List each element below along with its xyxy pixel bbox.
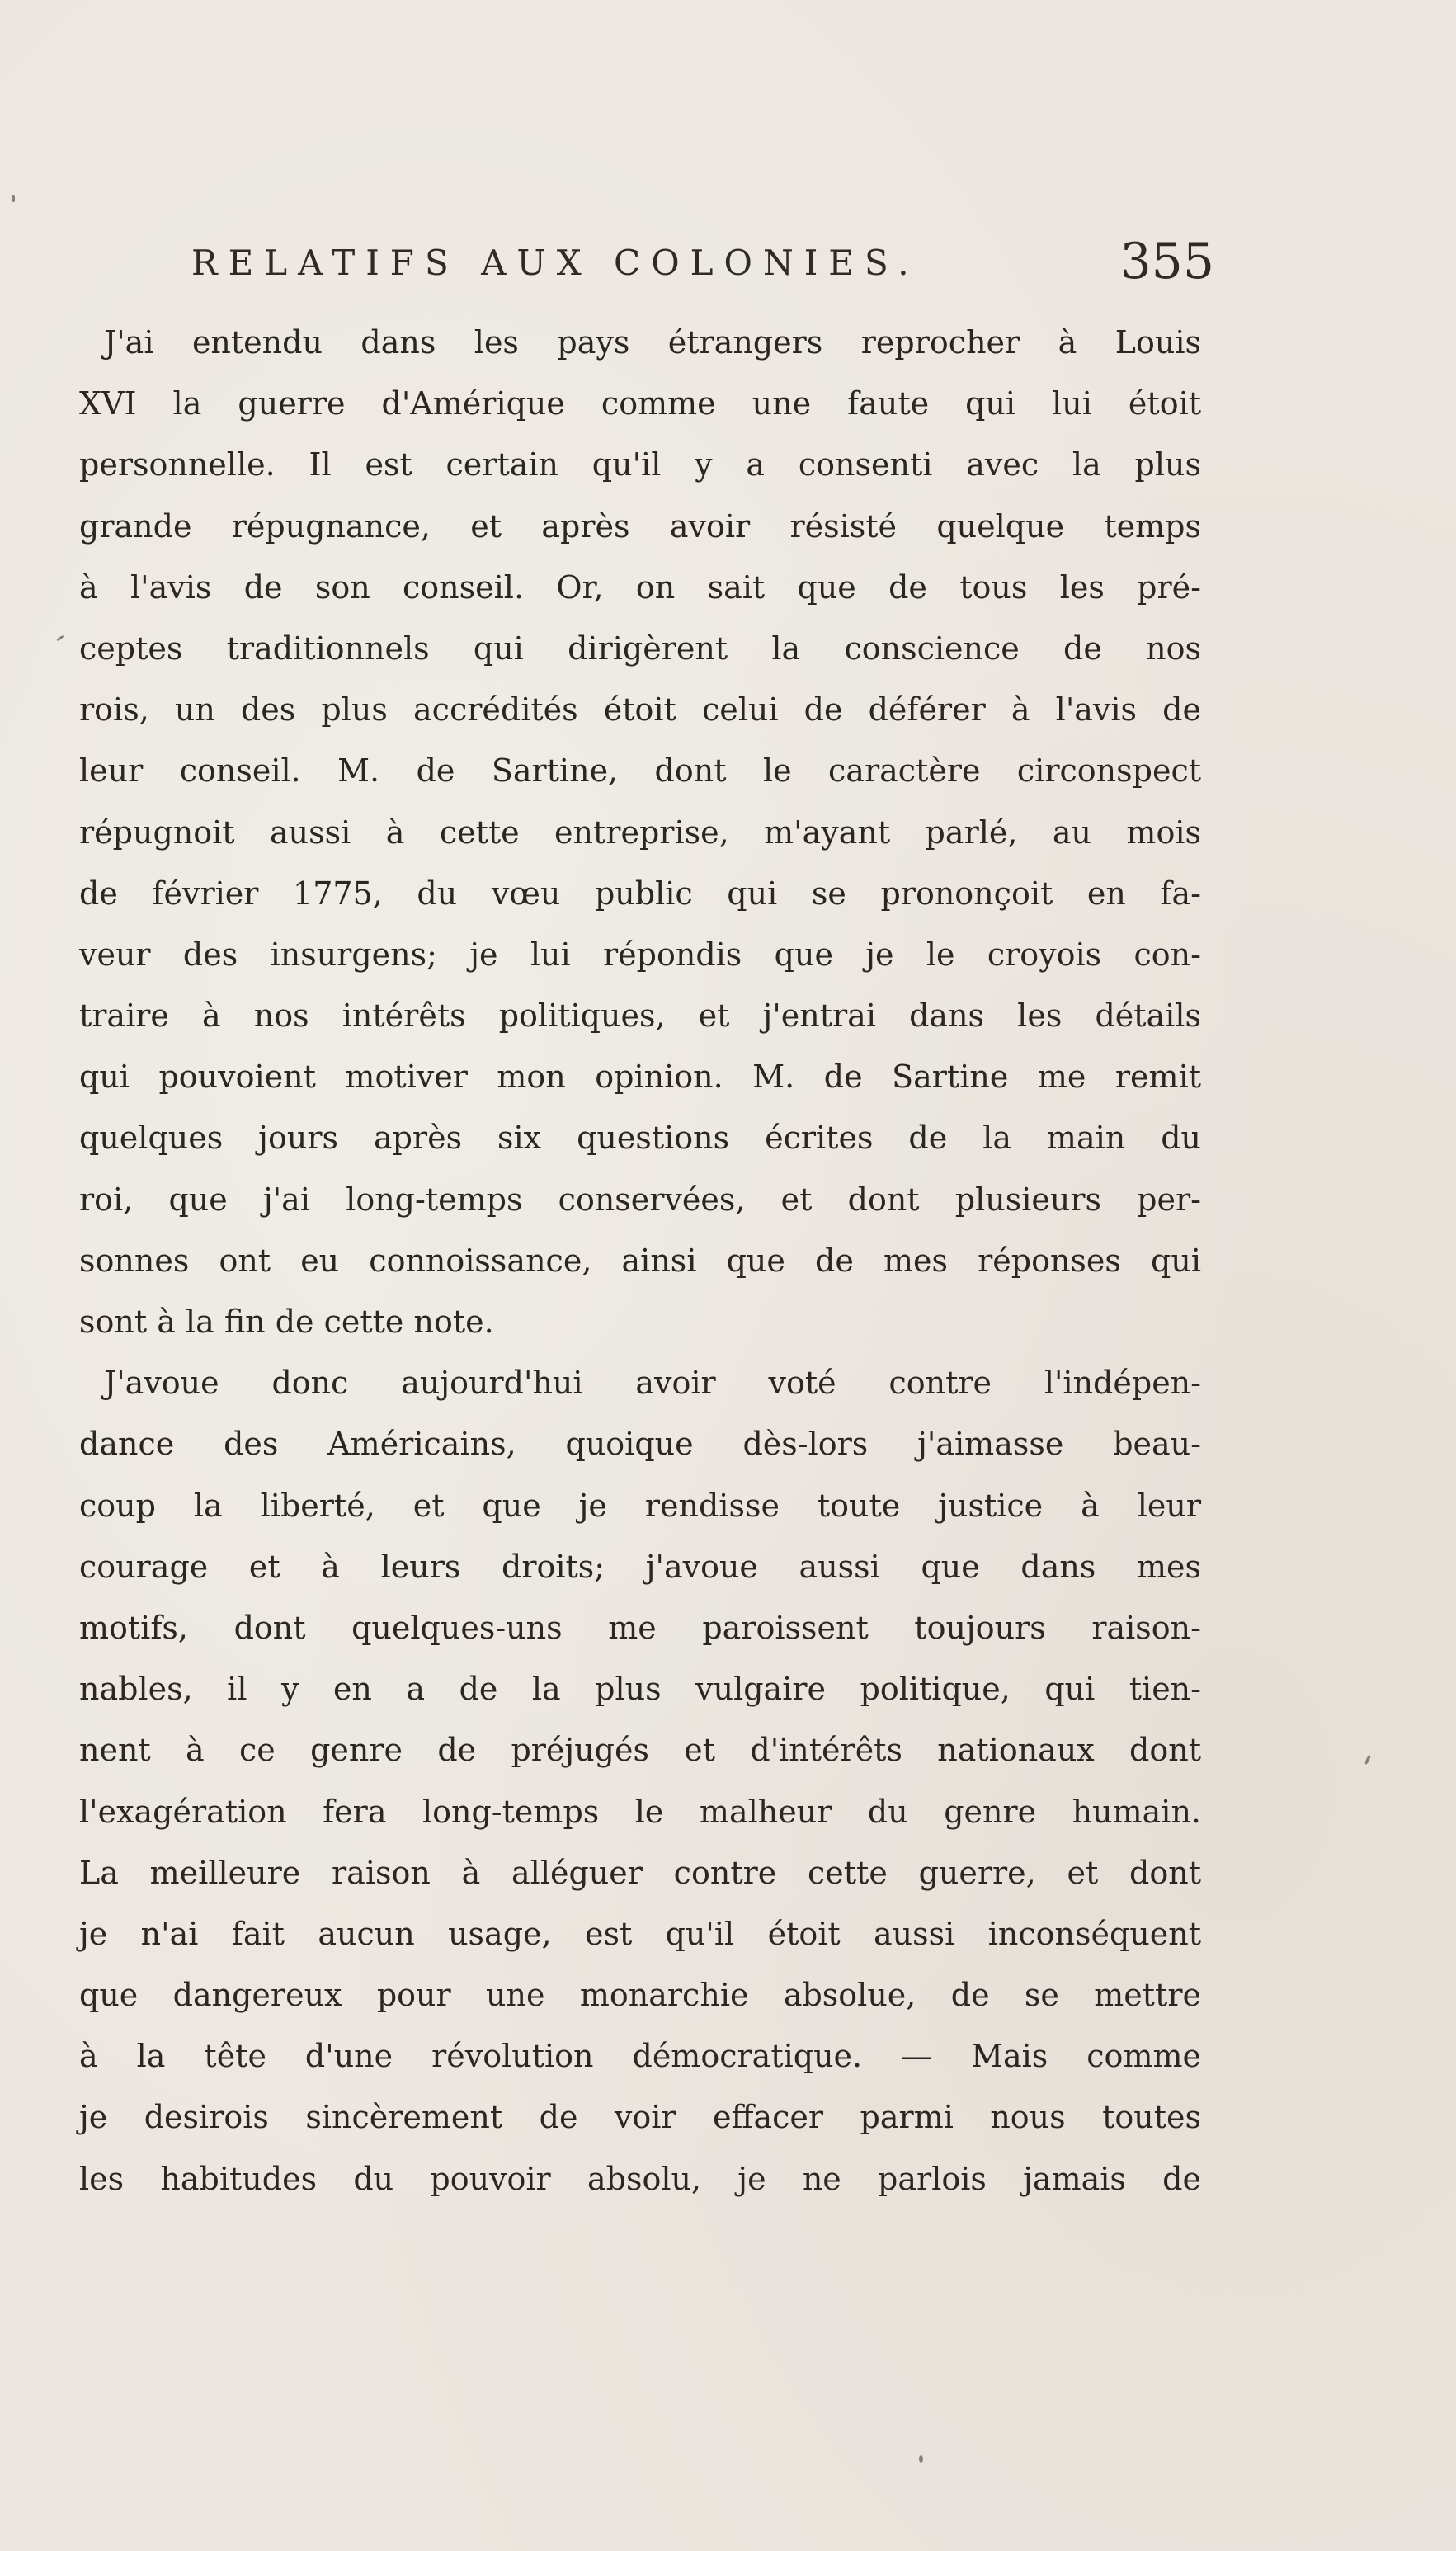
text-line: J'avoue donc aujourd'hui avoir voté contre l'indépen- (104, 1365, 1201, 1402)
text-line: les habitudes du pouvoir absolu, je ne parlois jamais de (79, 2160, 1201, 2197)
text-line: nent à ce genre de préjugés et d'intérêts nationaux dont (79, 1732, 1201, 1769)
text-line: coup la liberté, et que je rendisse toute justice à leur (79, 1487, 1201, 1524)
text-line: courage et à leurs droits; j'avoue aussi que dans mes (79, 1548, 1201, 1585)
text-line: rois, un des plus accrédités étoit celui de déférer à l'avis de (79, 691, 1201, 729)
text-line: nables, il y en a de la plus vulgaire politique, qui tien- (79, 1671, 1201, 1708)
page-body (79, 312, 1201, 2209)
text-line: leur conseil. M. de Sartine, dont le caractère circonspect (79, 752, 1201, 790)
running-head: RELATIFS AUX COLONIES. (191, 243, 920, 283)
text-line: je desirois sincèrement de voir effacer parmi nous toutes (79, 2099, 1201, 2136)
text-line: La meilleure raison à alléguer contre cette guerre, et dont (79, 1854, 1201, 1891)
text-line: l'exagération fera long-temps le malheur du genre humain. (79, 1793, 1201, 1830)
page-number: 355 (1119, 233, 1214, 290)
text-line: personnelle. Il est certain qu'il y a consenti avec la plus (79, 446, 1201, 483)
text-line: grande répugnance, et après avoir résisté quelque temps (79, 507, 1201, 545)
text-line: XVI la guerre d'Amérique comme une faute qui lui étoit (79, 385, 1201, 422)
text-line: que dangereux pour une monarchie absolue, de se mettre (79, 1977, 1201, 2014)
text-line: répugnoit aussi à cette entreprise, m'ayant parlé, au mois (79, 813, 1201, 851)
text-line: veur des insurgens; je lui répondis que je le croyois con- (79, 936, 1201, 973)
text-line: motifs, dont quelques-uns me paroissent toujours raison- (79, 1609, 1201, 1646)
paragraph (79, 1352, 1201, 2209)
text-line: quelques jours après six questions écrites de la main du (79, 1120, 1201, 1157)
paper-speck (919, 2455, 923, 2463)
page-header (191, 233, 1214, 299)
text-line: sont à la fin de cette note. (79, 1304, 494, 1340)
paragraph (79, 312, 1201, 1352)
text-line: à la tête d'une révolution démocratique. — Mais comme (79, 2038, 1201, 2075)
text-line: J'ai entendu dans les pays étrangers reprocher à Louis (104, 324, 1201, 361)
text-line: de février 1775, du vœu public qui se prononçoit en fa- (79, 875, 1201, 912)
text-line: qui pouvoient motiver mon opinion. M. de Sartine me remit (79, 1059, 1201, 1096)
text-line: sonnes ont eu connoissance, ainsi que de mes réponses qui (79, 1242, 1201, 1279)
paper-speck (1364, 1755, 1372, 1766)
paper-speck (56, 634, 64, 641)
paper-speck (12, 195, 15, 202)
text-line: à l'avis de son conseil. Or, on sait que de tous les pré- (79, 568, 1201, 606)
text-line: je n'ai fait aucun usage, est qu'il étoit aussi inconséquent (79, 1915, 1201, 1952)
text-line: roi, que j'ai long-temps conservées, et dont plusieurs per- (79, 1181, 1201, 1218)
text-line: ceptes traditionnels qui dirigèrent la conscience de nos (79, 629, 1201, 667)
text-line: traire à nos intérêts politiques, et j'entrai dans les détails (79, 997, 1201, 1035)
text-line: dance des Américains, quoique dès-lors j'aimasse beau- (79, 1426, 1201, 1463)
